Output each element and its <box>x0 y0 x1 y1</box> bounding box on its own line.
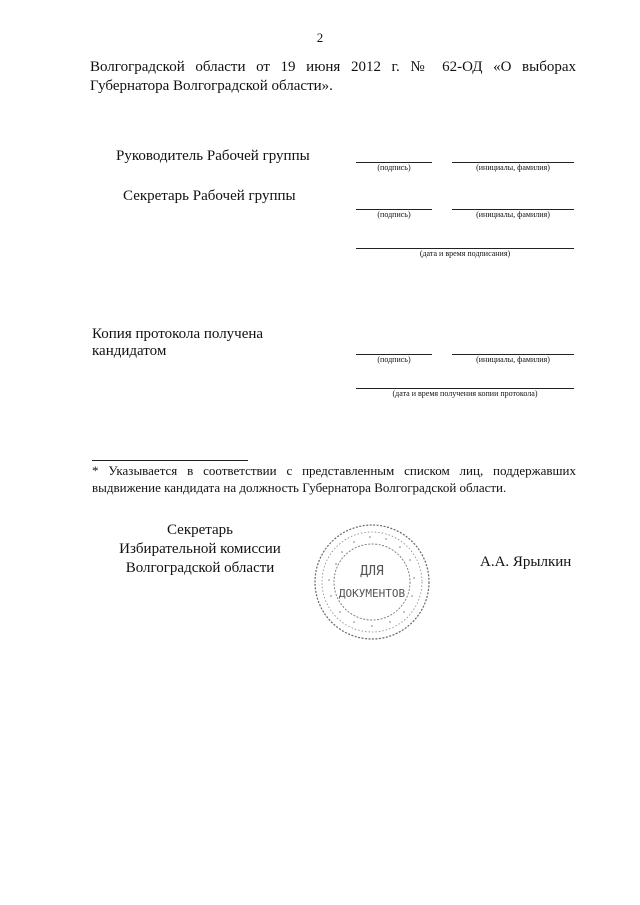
copy-name-caption: (инициалы, фамилия) <box>476 355 550 364</box>
commission-secretary-line3: Волгоградской области <box>125 560 275 576</box>
group-secretary-name-caption: (инициалы, фамилия) <box>476 210 550 219</box>
copy-signature-caption: (подпись) <box>377 355 411 364</box>
head-label: Руководитель Рабочей группы <box>116 148 310 164</box>
copy-received-label-line1: Копия протокола получена <box>92 326 264 342</box>
stamp-text-line2: ДОКУМЕНТОВ <box>338 587 406 600</box>
footnote-text: * Указывается в соответствии с представленным списком лиц, поддержавших выдвижение кандидата на должность Губернатора Волгоградской области. <box>92 463 576 495</box>
head-name-caption: (инициалы, фамилия) <box>476 163 550 172</box>
group-secretary-label: Секретарь Рабочей группы <box>123 188 296 204</box>
commission-secretary-line2: Избирательной комиссии <box>119 541 281 557</box>
copy-received-label-line2: кандидатом <box>92 343 167 359</box>
official-stamp <box>312 522 432 642</box>
group-secretary-signature-caption: (подпись) <box>377 210 411 219</box>
page-number: 2 <box>316 30 324 45</box>
head-signature-caption: (подпись) <box>377 163 411 172</box>
stamp-seal-icon <box>312 522 432 642</box>
commission-secretary-name: А.А. Ярылкин <box>480 554 572 570</box>
stamp-text-line1: ДЛЯ <box>360 564 384 579</box>
commission-secretary-title <box>95 521 305 578</box>
signing-date-caption: (дата и время подписания) <box>419 249 511 258</box>
copy-date-caption: (дата и время получения копии протокола) <box>392 389 538 398</box>
footnote-rule <box>92 460 248 461</box>
intro-paragraph: Волгоградской области от 19 июня 2012 г. № 62-ОД «О выборах Губернатора Волгоградской области». <box>90 59 576 94</box>
commission-secretary-line1: Секретарь <box>166 522 234 538</box>
